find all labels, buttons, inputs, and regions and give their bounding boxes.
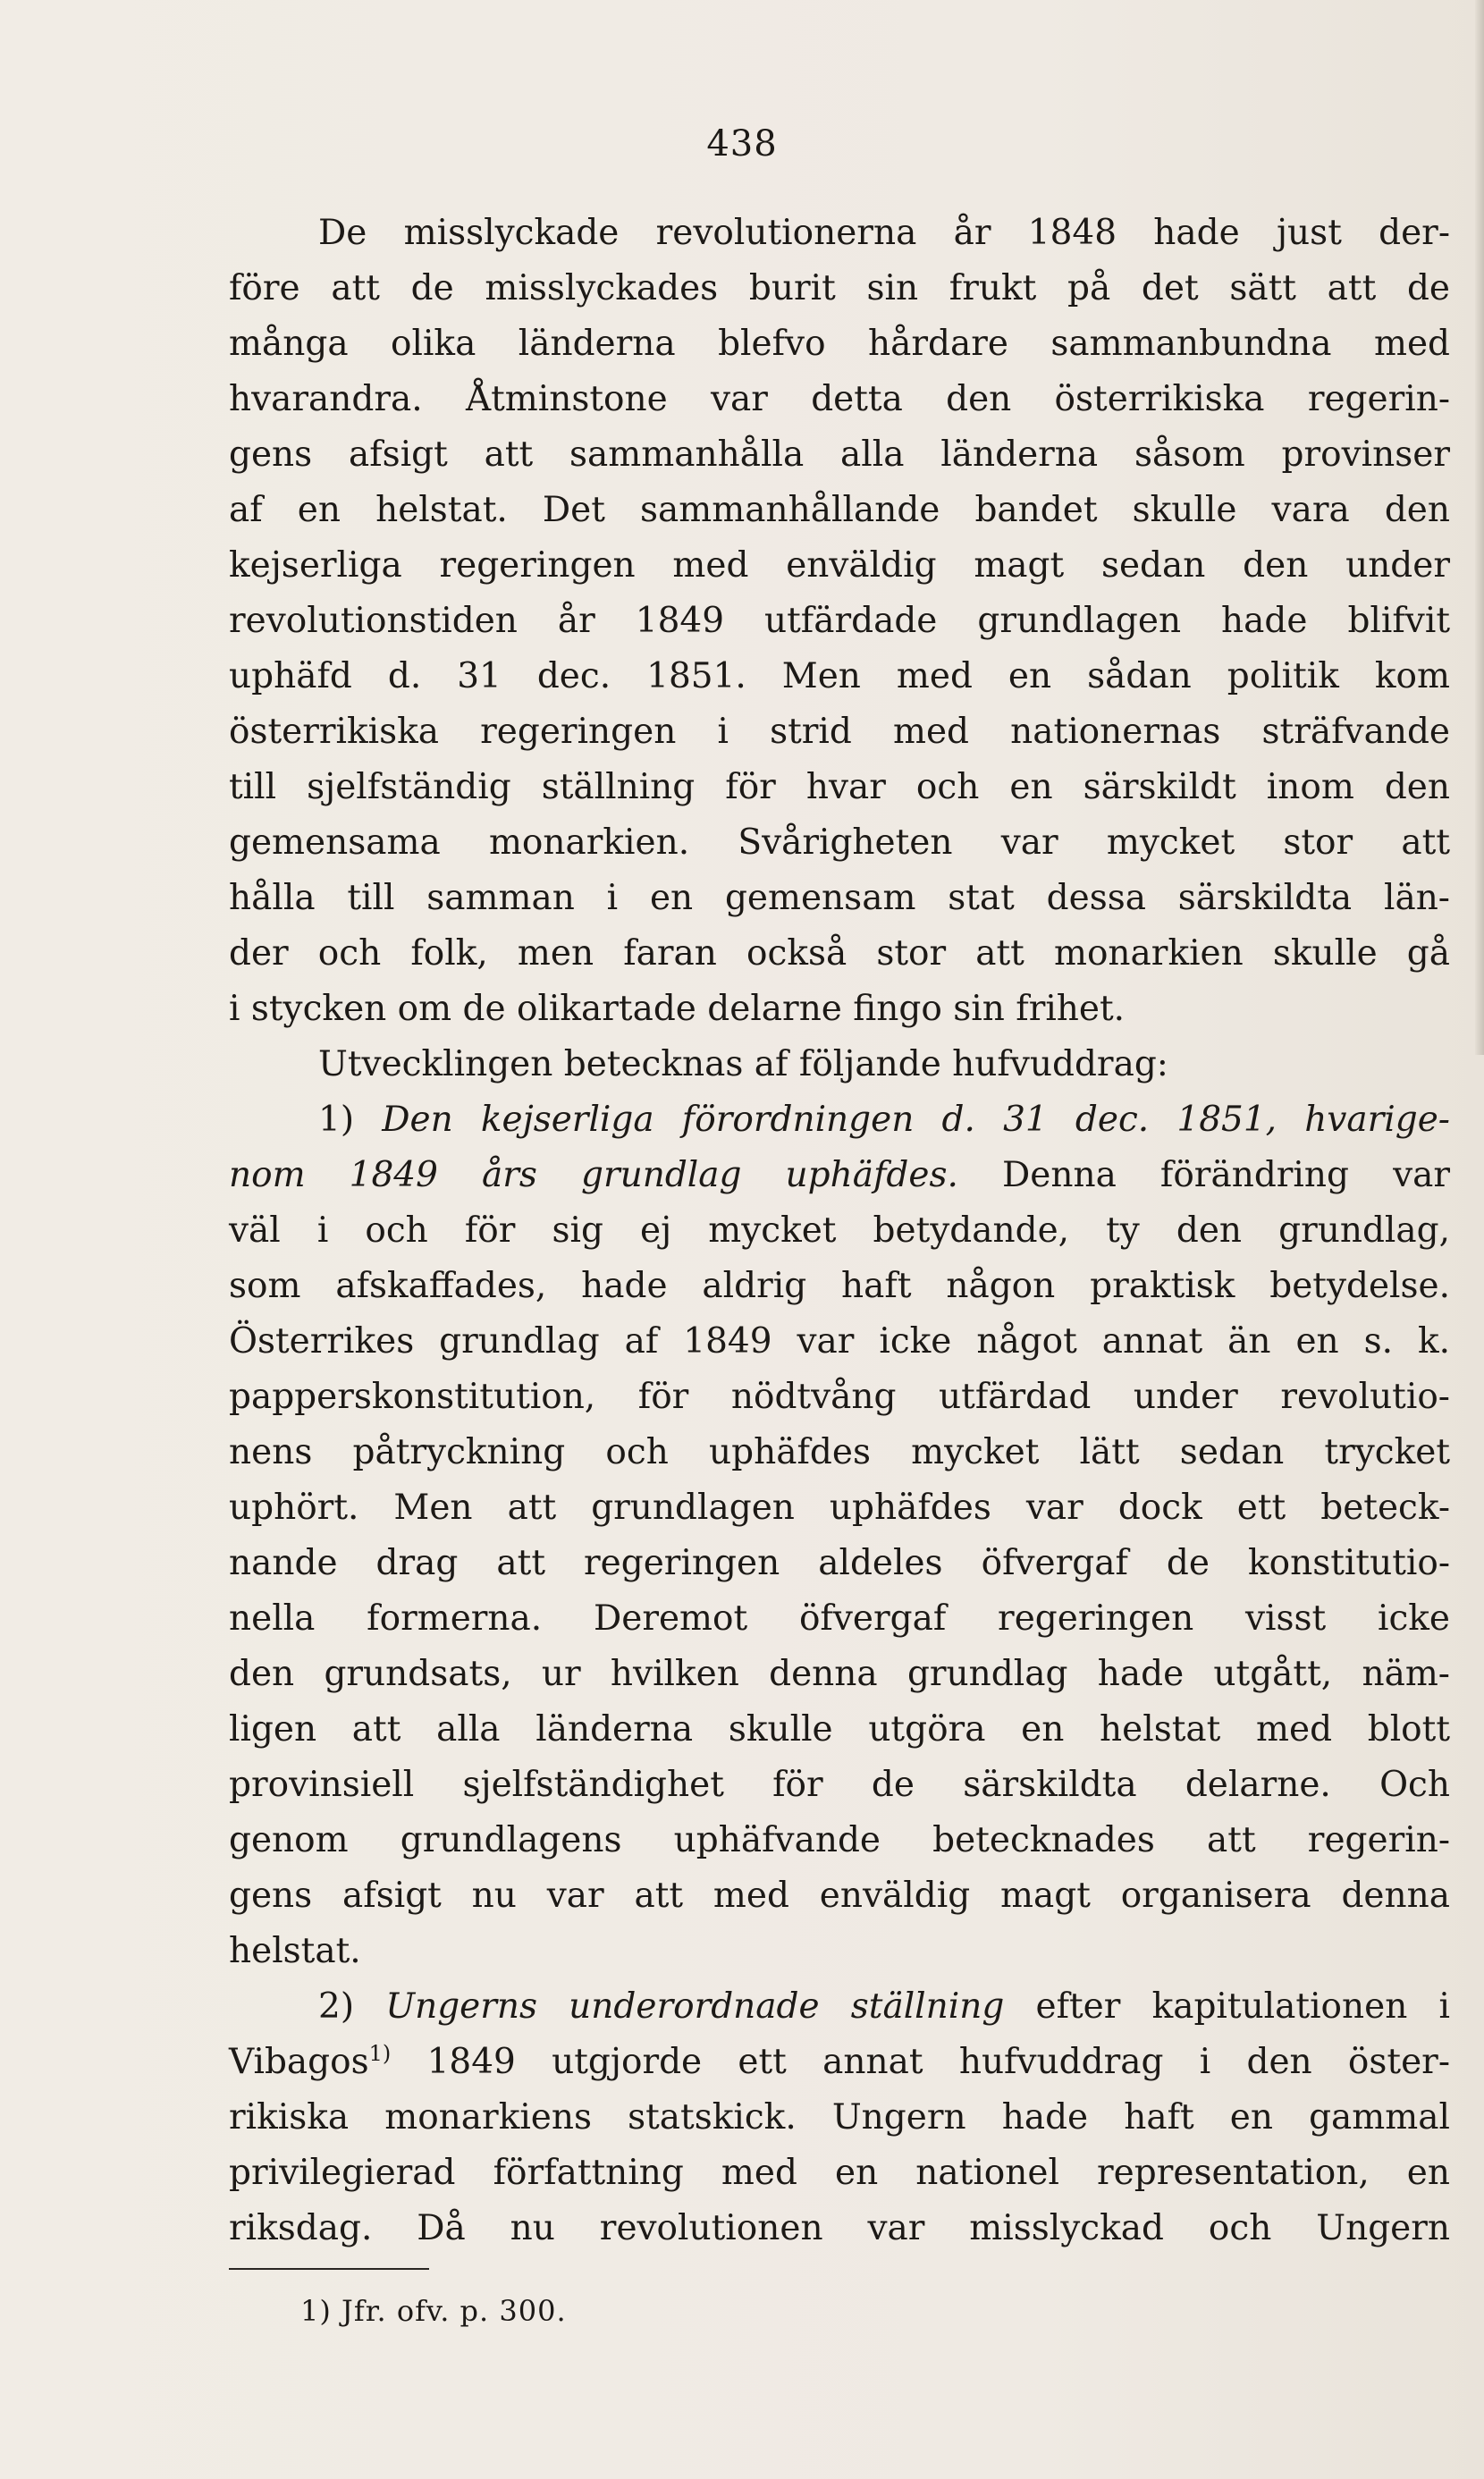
text-line: gens afsigt att sammanhålla alla länderna såsom provinser bbox=[229, 434, 1450, 475]
text-line: nens påtryckning och uphäfdes mycket lätt sedan trycket bbox=[229, 1432, 1450, 1472]
point-2-heading bbox=[229, 1979, 1450, 2035]
text-line: österrikiska regeringen i strid med nationernas sträfvande bbox=[229, 712, 1450, 752]
text-line bbox=[229, 2035, 1450, 2090]
body-text bbox=[229, 206, 1450, 2256]
text-line: riksdag. Då nu revolutionen var misslyckad och Ungern bbox=[229, 2208, 1450, 2248]
text-line: der och folk, men faran också stor att monarkien skulle gå bbox=[229, 933, 1450, 974]
text-fragment: 1849 utgjorde ett annat hufvuddrag i den öster- bbox=[426, 2042, 1450, 2082]
point-1-title-cont: nom 1849 års grundlag uphäfdes. bbox=[229, 1155, 958, 1195]
text-line: revolutionstiden år 1849 utfärdade grundlagen hade blifvit bbox=[229, 601, 1450, 641]
text-line: rikiska monarkiens statskick. Ungern hade haft en gammal bbox=[229, 2097, 1450, 2138]
footnote-divider bbox=[229, 2268, 429, 2270]
text-line: papperskonstitution, för nödtvång utfärdad under revolutio- bbox=[229, 1377, 1450, 1417]
text-line: före att de misslyckades burit sin frukt på det sätt att de bbox=[229, 268, 1450, 308]
text-line: kejserliga regeringen med enväldig magt sedan den under bbox=[229, 545, 1450, 586]
text-line: i stycken om de olikartade delarne fingo sin frihet. bbox=[229, 989, 1126, 1029]
point-1-heading bbox=[229, 1092, 1450, 1148]
text-line: helstat. bbox=[229, 1931, 361, 1971]
text-line: privilegierad författning med en nationel representation, en bbox=[229, 2153, 1450, 2193]
text-line: som afskaffades, hade aldrig haft någon praktisk betydelse. bbox=[229, 1266, 1450, 1306]
page-number: 438 bbox=[706, 123, 778, 164]
text-line: De misslyckade revolutionerna år 1848 hade just der- bbox=[318, 213, 1450, 253]
text-line: genom grundlagens uphäfvande betecknades att regerin- bbox=[229, 1820, 1450, 1860]
text-line: hålla till samman i en gemensam stat dessa särskildta län- bbox=[229, 878, 1450, 918]
text-line: Utvecklingen betecknas af följande hufvuddrag: bbox=[318, 1044, 1168, 1084]
text-line: den grundsats, ur hvilken denna grundlag hade utgått, näm- bbox=[229, 1654, 1450, 1694]
footnote: 1) Jfr. ofv. p. 300. bbox=[300, 2294, 567, 2328]
text-fragment: Vibagos bbox=[229, 2042, 369, 2082]
point-1-title: Den kejserliga förordningen d. 31 dec. 1851, hvarige- bbox=[382, 1100, 1450, 1140]
text-line: provinsiell sjelfständighet för de särskildta delarne. Och bbox=[229, 1765, 1450, 1805]
footnote-reference: 1) bbox=[368, 2041, 392, 2066]
text-line: många olika länderna blefvo hårdare sammanbundna med bbox=[229, 324, 1450, 364]
text-line: gens afsigt nu var att med enväldig magt organisera denna bbox=[229, 1876, 1450, 1916]
text-line bbox=[229, 1148, 1450, 1203]
text-line: gemensama monarkien. Svårigheten var mycket stor att bbox=[229, 822, 1450, 863]
text-line: Österrikes grundlag af 1849 var icke något annat än en s. k. bbox=[229, 1321, 1450, 1362]
text-line: nella formerna. Deremot öfvergaf regeringen visst icke bbox=[229, 1598, 1450, 1639]
text-line: nande drag att regeringen aldeles öfvergaf de konstitutio- bbox=[229, 1543, 1450, 1583]
point-2-title: Ungerns underordnade ställning bbox=[385, 1986, 1005, 2027]
text-fragment: efter kapitulationen i bbox=[1035, 1986, 1450, 2027]
text-line: ligen att alla länderna skulle utgöra en helstat med blott bbox=[229, 1709, 1450, 1750]
point-number: 1) bbox=[318, 1100, 355, 1140]
text-line: till sjelfständig ställning för hvar och en särskildt inom den bbox=[229, 767, 1450, 807]
text-line: hvarandra. Åtminstone var detta den österrikiska regerin- bbox=[229, 379, 1450, 419]
text-fragment: Denna förändring var bbox=[1001, 1155, 1450, 1195]
text-line: af en helstat. Det sammanhållande bandet skulle vara den bbox=[229, 490, 1450, 530]
text-line: uphört. Men att grundlagen uphäfdes var dock ett beteck- bbox=[229, 1488, 1450, 1528]
text-line: väl i och för sig ej mycket betydande, ty den grundlag, bbox=[229, 1210, 1450, 1251]
point-number: 2) bbox=[318, 1986, 355, 2027]
text-line: uphäfd d. 31 dec. 1851. Men med en sådan politik kom bbox=[229, 656, 1450, 696]
